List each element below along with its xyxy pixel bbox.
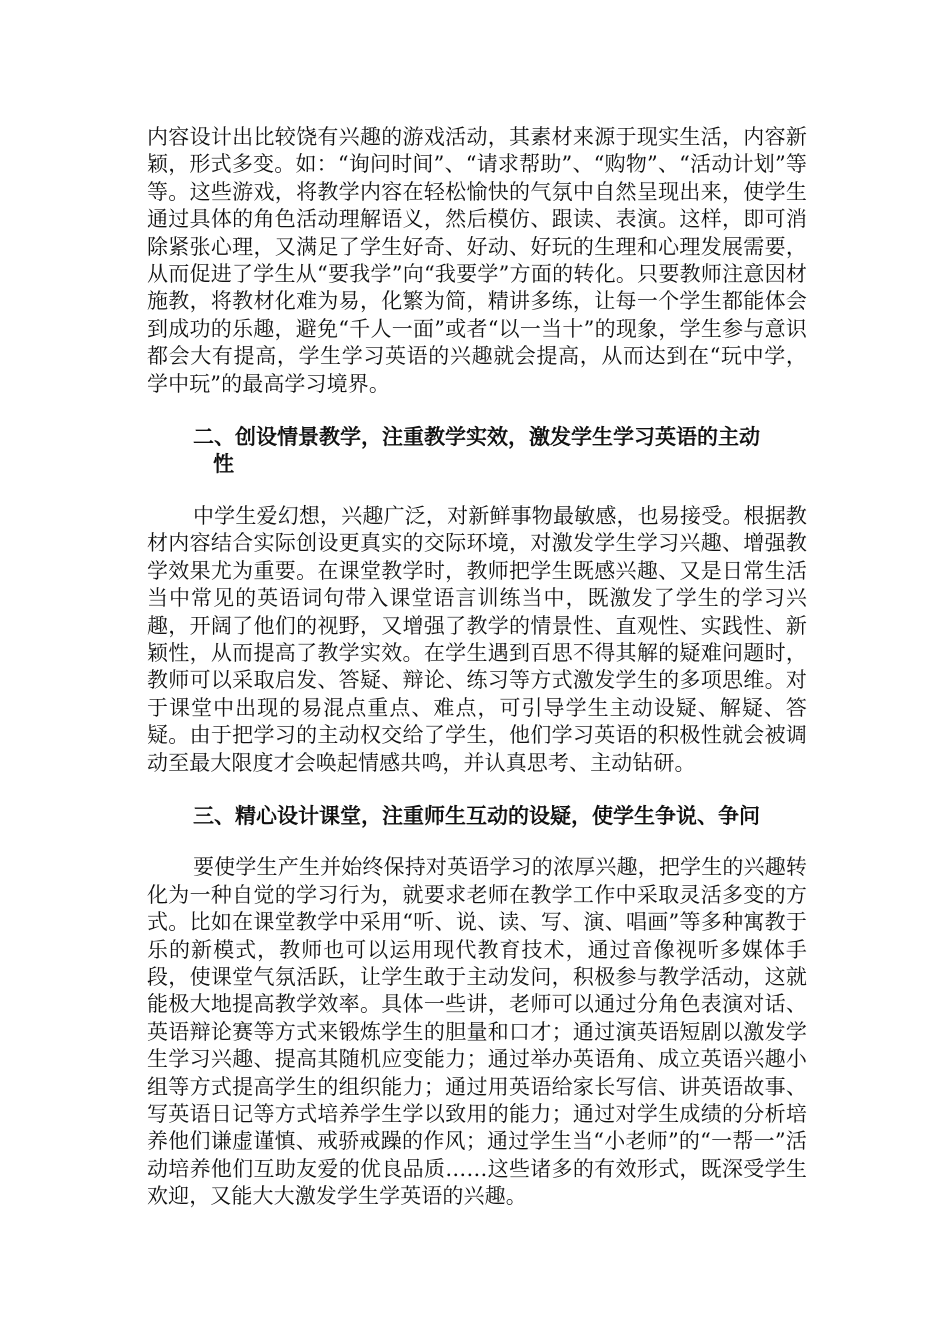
document-page <box>147 124 807 1211</box>
section-heading-2-line2: 性 <box>213 452 234 477</box>
body-paragraph-1: 内容设计出比较饶有兴趣的游戏活动，其素材来源于现实生活，内容新颖，形式多变。如：“询问时间”、“请求帮助”、“购物”、“活动计划”等等。这些游戏，将教学内容在轻松愉快的气氛中自然呈现出来，使学生通过具体的角色活动理解语义，然后模仿、跟读、表演。这样，即可消除紧张心理，又满足了学生好奇、好动、好玩的生理和心理发展需要，从而促进了学生从“要我学”向“我要学”方面的转化。只要教师注意因材施教，将教材化难为易，化繁为简，精讲多练，让每一个学生都能体会到成功的乐趣，避免“千人一面”或者“以一当十”的现象，学生参与意识都会大有提高，学生学习英语的兴趣就会提高，从而达到在“玩中学，学中玩”的最高学习境界。 <box>147 125 807 396</box>
section-heading-2-line1: 二、创设情景教学，注重教学实效，激发学生学习英语的主动 <box>193 425 760 450</box>
section-heading-3: 三、精心设计课堂，注重师生互动的设疑，使学生争说、争问 <box>193 803 760 828</box>
paragraph-spacer <box>147 830 807 854</box>
body-paragraph-2: 中学生爱幻想，兴趣广泛，对新鲜事物最敏感，也易接受。根据教材内容结合实际创设更真实的交际环境，对激发学生学习兴趣、增强教学效果尤为重要。在课堂教学时，教师把学生既感兴趣、又是日常生活当中常见的英语词句带入课堂语言训练当中，既激发了学生的学习兴趣，开阔了他们的视野，又增强了教学的情景性、直观性、实践性、新颖性，从而提高了教学实效。在学生遇到百思不得其解的疑难问题时，教师可以采取启发、答疑、辩论、练习等方式激发学生的多项思维。对于课堂中出现的易混点重点、难点，可引导学生主动设疑、解疑、答疑。由于把学习的主动权交给了学生，他们学习英语的积极性就会被调动至最大限度才会唤起情感共鸣，并认真思考、主动钻研。 <box>147 503 807 775</box>
paragraph-spacer <box>147 398 807 424</box>
body-paragraph-3: 要使学生产生并始终保持对英语学习的浓厚兴趣，把学生的兴趣转化为一种自觉的学习行为，就要求老师在教学工作中采取灵活多变的方式。比如在课堂教学中采用“听、说、读、写、演、唱画”等多种寓教于乐的新模式，教师也可以运用现代教育技术，通过音像视听多媒体手段，使课堂气氛活跃，让学生敢于主动发问，积极参与教学活动，这就能极大地提高教学效率。具体一些讲，老师可以通过分角色表演对话、英语辩论赛等方式来锻炼学生的胆量和口才；通过演英语短剧以激发学生学习兴趣、提高其随机应变能力；通过举办英语角、成立英语兴趣小组等方式提高学生的组织能力；通过用英语给家长写信、讲英语故事、写英语日记等方式培养学生学以致用的能力；通过对学生成绩的分析培养他们谦虚谨慎、戒骄戒躁的作风；通过学生当“小老师”的“一帮一”活动培养他们互助友爱的优良品质……这些诸多的有效形式，既深受学生欢迎，又能大大激发学生学英语的兴趣。 <box>147 855 807 1209</box>
paragraph-spacer <box>147 479 807 503</box>
section-heading-2 <box>147 424 807 479</box>
paragraph-spacer <box>147 777 807 803</box>
